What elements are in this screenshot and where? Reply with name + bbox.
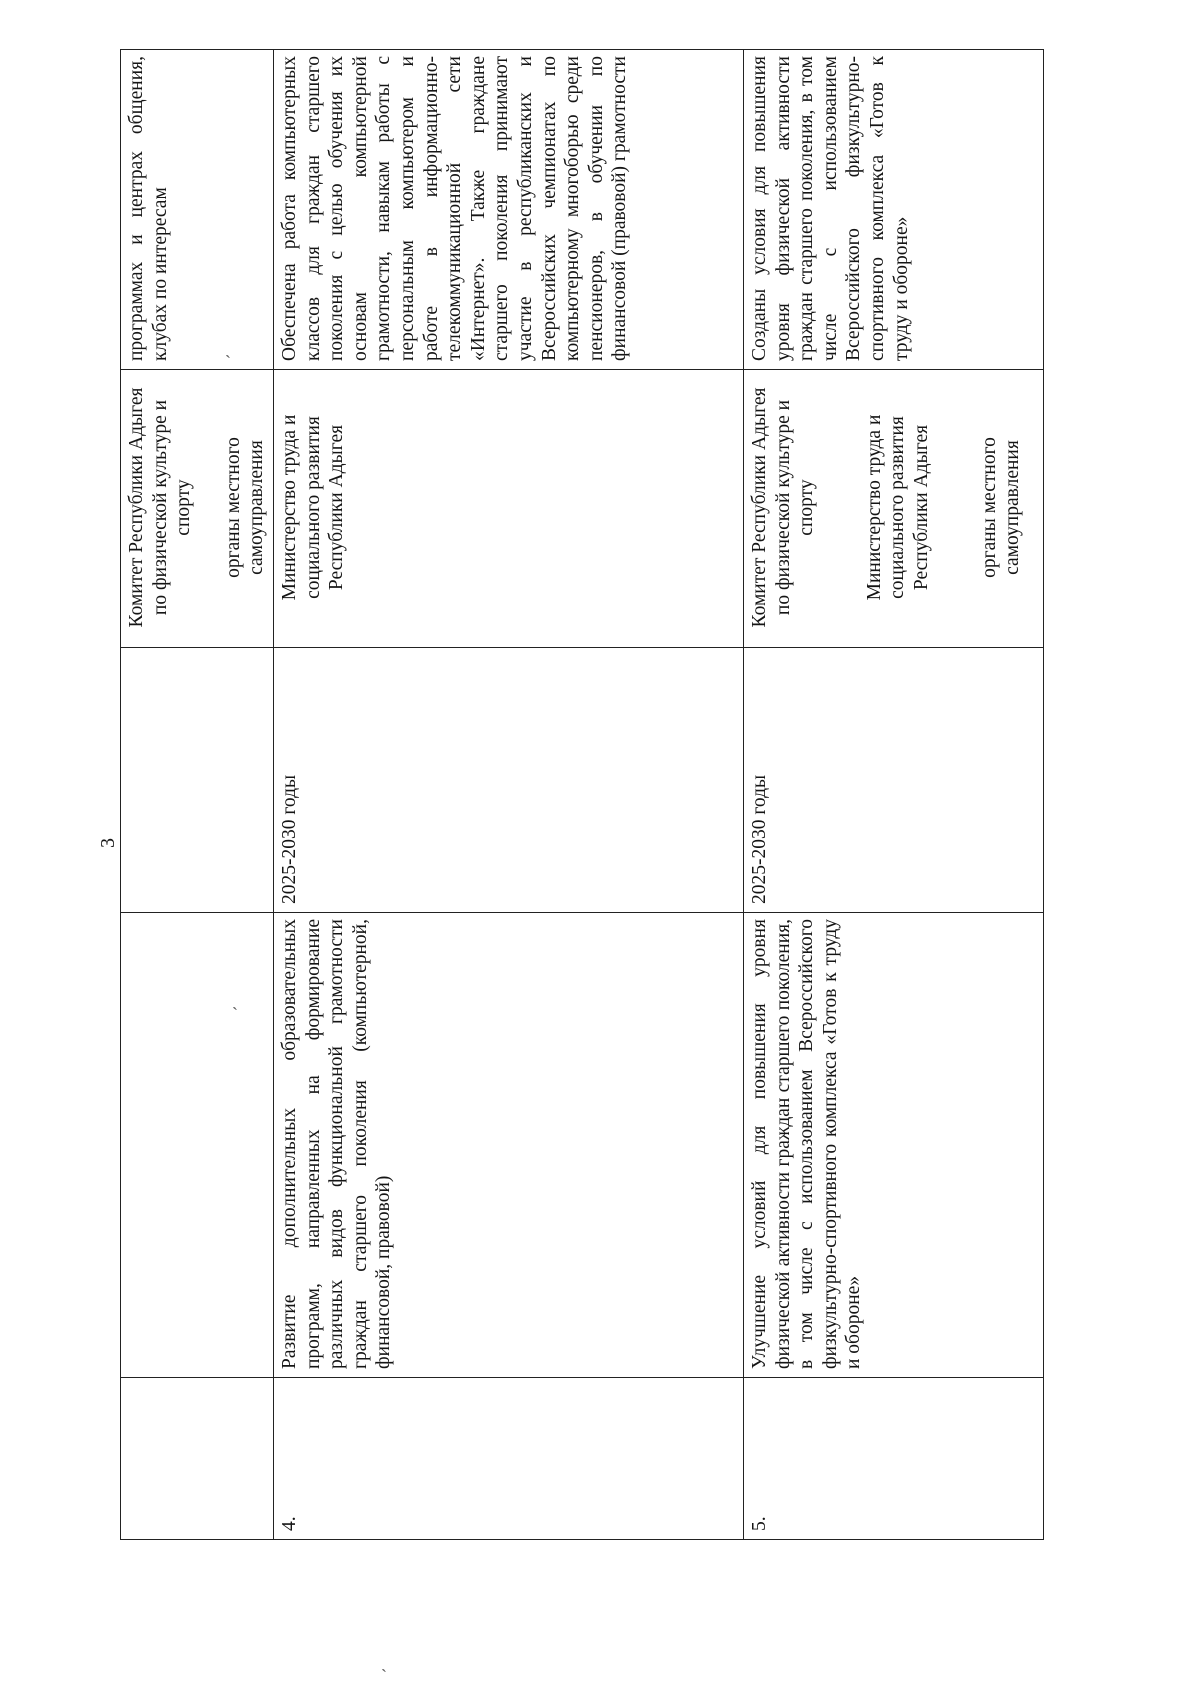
- row-number-cell: 5.: [743, 1378, 1043, 1540]
- action-plan-table: [120, 49, 1044, 1540]
- responsible-entry: Министерство труда и социального развития Республики Адыгея: [278, 414, 348, 601]
- responsible-cell: [743, 370, 1043, 648]
- rotated-table-container: [120, 50, 1040, 1540]
- scan-mark: ˏ: [232, 990, 238, 1010]
- row-number-cell: 4.: [273, 1378, 743, 1540]
- responsible-entry: органы местного самоуправления: [978, 437, 1024, 578]
- term-cell: [121, 648, 274, 913]
- table-row: [743, 50, 1043, 1540]
- scan-mark: ˏ: [225, 338, 231, 358]
- event-cell: Улучшение условий для повышения уровня физической активности граждан старшего поколения, в том числе с использованием Всероссийского физкультурно-спортивного комплекса «Готов к труду и обороне»: [743, 913, 1043, 1378]
- responsible-entry: Министерство труда и социального развития Республики Адыгея: [863, 414, 932, 601]
- responsible-cell: [273, 370, 743, 648]
- table-row-continued: [121, 50, 274, 1540]
- page-number: 3: [97, 838, 119, 848]
- result-cell: программах и центрах общения, клубах по интересам: [121, 50, 274, 370]
- term-cell: 2025-2030 годы: [273, 648, 743, 913]
- term-cell: 2025-2030 годы: [743, 648, 1043, 913]
- table-row: [273, 50, 743, 1540]
- row-number-cell: [121, 1378, 274, 1540]
- event-cell: Развитие дополнительных образовательных программ, направленных на формирование различных видов функциональной грамотности граждан старшего поколения (компьютерной, финансовой, правовой): [273, 913, 743, 1378]
- result-cell: Созданы условия для повышения уровня физической активности граждан старшего поколения, в том числе с использованием Всероссийского физкультурно-спортивного комплекса «Готов к труду и обороне»: [743, 50, 1043, 370]
- responsible-entry: органы местного самоуправления: [222, 437, 268, 578]
- responsible-entry: Комитет Республики Адыгея по физической культуре и спорту: [126, 387, 195, 628]
- scan-mark: ˎ: [381, 1652, 387, 1672]
- responsible-cell: [121, 370, 274, 648]
- responsible-entry: Комитет Республики Адыгея по физической культуре и спорту: [748, 387, 818, 628]
- result-cell: Обеспечена работа компьютерных классов для граждан старшего поколения с целью обучения их основам компьютерной грамотности, навыкам работы с персональным компьютером и работе в информационно-телекоммуникационной сети «Интернет». Также граждане старшего поколения принимают участие в республиканских и Всероссийских чемпионатах по компьютерному многоборью среди пенсионеров, в обучении по финансовой (правовой) грамотности: [273, 50, 743, 370]
- event-cell: [121, 913, 274, 1378]
